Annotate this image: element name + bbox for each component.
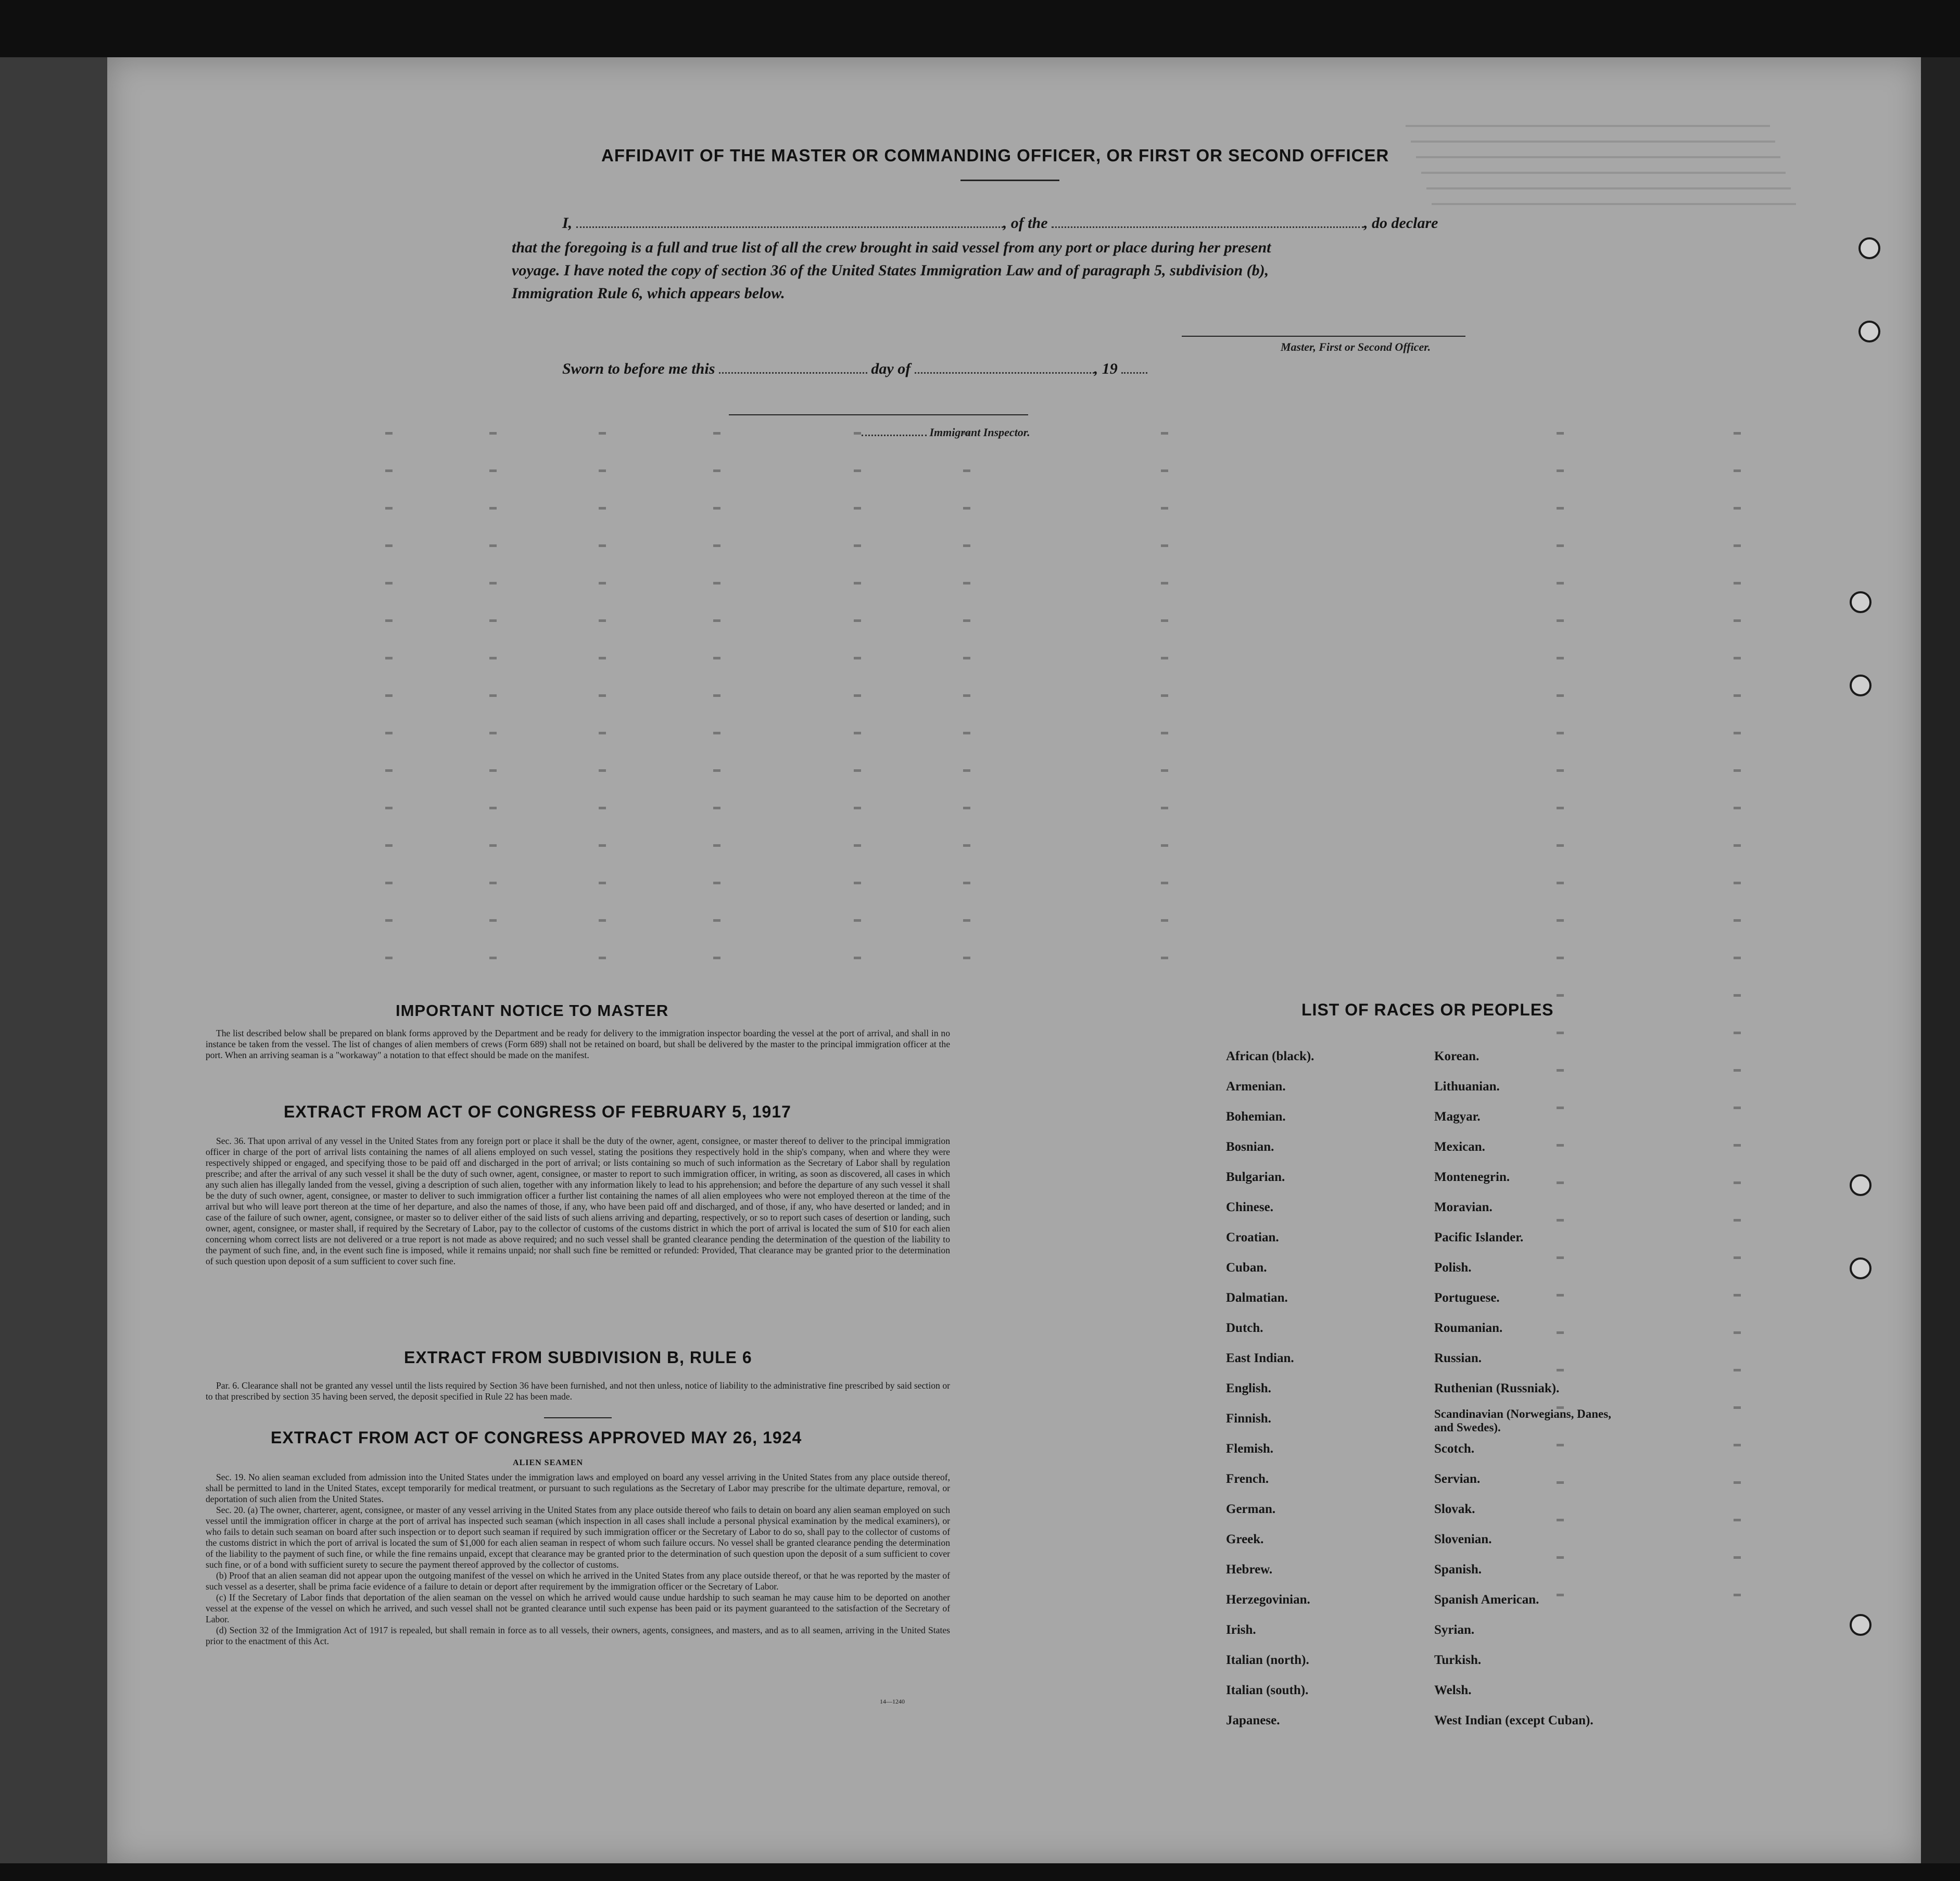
bleed-through-mark [1734,1069,1741,1072]
bleed-through-mark [854,657,861,659]
bleed-through-mark [963,919,970,922]
bleed-through-mark [1557,1594,1564,1596]
bleed-through-mark [1557,882,1564,884]
extract-rule6-body [206,1380,950,1402]
extract-1924-body [206,1472,950,1647]
bleed-through-mark [1734,694,1741,697]
sec-19-paragraph: Sec. 19. No alien seaman excluded from admission into the United States under the immigration laws and employed on board any vessel arriving in the United States from any place outside thereof, shall be permitted to land in the United States, except temporarily for medical treatment, or pursuant to such regulations as the Secretary of Labor may prescribe for the ultimate departure, removal, or deportation of such alien from the United States. [206,1472,950,1504]
bleed-through-mark [854,544,861,547]
bleed-through-mark [713,469,720,472]
signature-label: Master, First or Second Officer. [1281,340,1431,353]
bleed-through-mark [385,882,393,884]
race-item: Portuguese. [1434,1291,1500,1305]
bleed-through-mark [1557,807,1564,809]
race-item: Turkish. [1434,1653,1482,1667]
race-item: Bosnian. [1226,1140,1274,1154]
bleed-through-mark [1734,657,1741,659]
bleed-through-mark [1557,994,1564,997]
bleed-through-mark [1557,507,1564,510]
race-item: Montenegrin. [1434,1170,1510,1184]
bleed-through-mark [599,807,606,809]
bleed-through-mark [385,769,393,772]
bleed-through-mark [1557,1444,1564,1446]
sec-20b-paragraph: (b) Proof that an alien seaman did not appear upon the outgoing manifest of the vessel on which he arrived in the United States from any place outside thereof, or that he was reported by the master of such vessel as a deserter, shall be prima facie evidence of a failure to detain or deport after requirement by the immigration officer or the Secretary of Labor. [206,1570,950,1592]
race-item: Pacific Islander. [1434,1230,1524,1244]
race-item: English. [1226,1381,1271,1395]
sworn-day-field[interactable] [719,362,867,374]
race-item: Italian (north). [1226,1653,1309,1667]
bleed-through-mark [1734,469,1741,472]
bleed-through-mark [599,882,606,884]
sworn-day-of-label: day of [871,360,911,377]
bleed-through-mark [713,957,720,959]
bleed-through-mark [385,957,393,959]
inspector-label: Immigrant Inspector. [929,426,1030,439]
bleed-through-mark [1734,1032,1741,1034]
bleed-through-mark [1734,432,1741,435]
bleed-through-mark [1734,1406,1741,1409]
bleed-through-mark [599,432,606,435]
bleed-through-mark [1161,957,1168,959]
sec-36-paragraph: Sec. 36. That upon arrival of any vessel in the United States from any foreign port or place it shall be the duty of the owner, agent, consignee, or master thereof to deliver to the principal immigration officer in charge of the port of arrival lists containing the names of all aliens employed on such vessel, stating the positions they respectively hold in the ship's company, when and where they were respectively shipped or engaged, and specifying those to be paid off and discharged in the port of arrival; or lists containing so much of such information as the Secretary of Labor shall by regulation prescribe; and after the arrival of any such vessel it shall be the duty of such owner, agent, consignee, or master to report to such immigration officer, in writing, as soon as discovered, all cases in which any such alien has illegally landed from the vessel, giving a description of such alien, together with any information likely to lead to his apprehension; and before the departure of any such vessel it shall be the duty of such owner, agent, consignee, or master to deliver to such immigration officer a further list containing the names of all alien employees who were not employed thereon at the time of the arrival but who will leave port thereon at the time of her departure, and also the names of those, if any, who have been paid off and discharged, and of those, if any, who have deserted or landed; and in case of the failure of such owner, agent, consignee, or master so to deliver either of the said lists of such aliens arriving and departing, respectively, or so to report such cases of desertion or landing, such owner, agent, consignee, or master shall, if required by the Secretary of Labor, pay to the collector of customs of the customs district in which the port of arrival is located the sum of $10 for each alien concerning whom correct lists are not delivered or a true report is not made as above required; and no such vessel shall be granted clearance pending the determination of the question of the liability to the payment of such fine, and, in the event such fine is imposed, while it remains unpaid; nor shall such fine be remitted or refunded: Provided, That clearance may be granted prior to the determination of such question upon deposit of a sum sufficient to cover such fine. [206,1136,950,1266]
bleed-through-mark [1557,469,1564,472]
binder-hole-7 [1850,1614,1872,1636]
inspector-line [862,426,1030,439]
binder-hole-2 [1858,321,1880,342]
declarant-i-label: I, [562,214,573,232]
bleed-through-mark [1557,1181,1564,1184]
bleed-through-mark [854,694,861,697]
bleed-through-mark [1161,432,1168,435]
race-item: German. [1226,1502,1276,1516]
race-item: Russian. [1434,1351,1482,1365]
race-item: Spanish American. [1434,1593,1539,1607]
bleed-through-mark [963,807,970,809]
race-item: Bohemian. [1226,1110,1286,1124]
binder-hole-1 [1858,237,1880,259]
bleed-through-mark [854,844,861,847]
declaration-line-3: voyage. I have noted the copy of section 36 of the United States Immigration Law and of paragraph 5, subdivision (b), [512,262,1269,279]
bleed-through-mark [963,582,970,584]
declaration-line-1 [562,214,1438,232]
bleed-through-mark [854,582,861,584]
notice-title: IMPORTANT NOTICE TO MASTER [396,1001,669,1020]
bleed-through-mark [1557,1331,1564,1334]
bleed-through-mark [854,469,861,472]
sec-20d-paragraph: (d) Section 32 of the Immigration Act of 1917 is repealed, but shall remain in force as to all vessels, their owners, agents, consignees, and masters, and as to all seamen, arriving in the United States prior to the enactment of this Act. [206,1625,950,1646]
bleed-through-mark [1734,619,1741,622]
race-item: Finnish. [1226,1412,1271,1426]
sworn-month-field[interactable] [915,362,1094,374]
declaration-line-2: that the foregoing is a full and true list of all the crew brought in said vessel from any port or place during her present [512,239,1271,256]
bleed-through-mark [385,432,393,435]
bleed-through-mark [963,882,970,884]
affidavit-title-rule [960,180,1059,181]
race-item: Moravian. [1434,1200,1493,1214]
race-item: Spanish. [1434,1562,1482,1577]
race-item: Chinese. [1226,1200,1273,1214]
bleed-through-mark [1734,1369,1741,1371]
bleed-through-mark [489,957,497,959]
bleed-through-line [1411,141,1775,143]
extract-rule6-title: EXTRACT FROM SUBDIVISION B, RULE 6 [404,1348,752,1367]
bleed-through-mark [599,469,606,472]
bleed-through-mark [385,657,393,659]
bleed-through-mark [1161,919,1168,922]
bleed-through-mark [963,769,970,772]
bleed-through-mark [1557,432,1564,435]
race-item: Slovenian. [1434,1532,1492,1546]
bleed-through-mark [1557,1107,1564,1109]
race-item: Mexican. [1434,1140,1485,1154]
bleed-through-mark [1161,732,1168,734]
bleed-through-mark [489,807,497,809]
bleed-through-mark [385,507,393,510]
bleed-through-mark [1557,1219,1564,1222]
bleed-through-mark [1557,732,1564,734]
bleed-through-mark [1557,619,1564,622]
bleed-through-mark [1161,769,1168,772]
extract-1924-title: EXTRACT FROM ACT OF CONGRESS APPROVED MAY 26, 1924 [271,1428,802,1447]
bleed-through-mark [713,657,720,659]
bleed-through-mark [599,844,606,847]
bleed-through-mark [1734,769,1741,772]
bleed-through-mark [1557,582,1564,584]
extract-1917-title: EXTRACT FROM ACT OF CONGRESS OF FEBRUARY 5, 1917 [284,1102,791,1121]
races-title: LIST OF RACES OR PEOPLES [1301,1000,1554,1019]
bleed-through-mark [713,844,720,847]
bleed-through-mark [1734,957,1741,959]
bleed-through-mark [599,544,606,547]
race-item: Slovak. [1434,1502,1475,1516]
race-item: Croatian. [1226,1230,1279,1244]
right-page-edge [1921,57,1960,1863]
bleed-through-mark [489,507,497,510]
bleed-through-mark [599,657,606,659]
bleed-through-mark [1734,1331,1741,1334]
bleed-through-line [1432,203,1796,205]
race-item: Servian. [1434,1472,1481,1486]
bleed-through-mark [1161,544,1168,547]
bleed-through-mark [1734,1594,1741,1596]
bleed-through-mark [1734,582,1741,584]
race-item: Irish. [1226,1623,1256,1637]
race-item: Ruthenian (Russniak). [1434,1381,1560,1395]
bleed-through-mark [1557,1032,1564,1034]
race-item: Japanese. [1226,1713,1280,1727]
notice-paragraph: The list described below shall be prepared on blank forms approved by the Department and be ready for delivery to the immigration inspector boarding the vessel at the port of arrival, and shall in no instance be taken from the vessel. The list of changes of alien members of crews (Form 689) shall not be retained on board, but shall be delivered by the master to the principal immigration officer at the port. When an arriving seaman is a "workaway" a notation to that effect should be made on the manifest. [206,1028,950,1060]
sec-20a-paragraph: Sec. 20. (a) The owner, charterer, agent, consignee, or master of any vessel arriving in the United States from any place outside thereof who fails to detain on board any alien seaman employed on such vessel until the immigration officer in charge at the port of arrival has inspected such seaman (which inspection in all cases shall include a personal physical examination by the medical examiners), or who fails to detain such seaman on board after such inspection or to deport such seaman if required by such immigration officer or the Secretary of Labor to do so, shall pay to the collector of customs of the customs district in which the port of arrival is located the sum of $1,000 for each alien seaman in respect of whom such failure occurs. No vessel shall be granted clearance pending the determination of the liability to the payment of such fine, or while the fine remains unpaid, except that clearance may be granted prior to the determination of such question upon the deposit of a sum sufficient to cover such fine, or of a bond with sufficient surety to secure the payment thereof approved by the collector of customs. [206,1505,950,1570]
bleed-through-mark [713,919,720,922]
race-item: Syrian. [1434,1623,1475,1637]
bleed-through-mark [854,807,861,809]
race-item: West Indian (except Cuban). [1434,1713,1594,1727]
notice-body [206,1028,950,1061]
race-item: East Indian. [1226,1351,1294,1365]
bleed-through-mark [854,619,861,622]
bleed-through-mark [1557,1294,1564,1297]
left-page-edge [0,57,107,1863]
binder-hole-4 [1850,675,1872,696]
bleed-through-mark [1734,1107,1741,1109]
binder-hole-3 [1850,591,1872,613]
extract-rule6-rule [544,1417,612,1418]
race-item: Dutch. [1226,1321,1263,1335]
bleed-through-mark [963,844,970,847]
bleed-through-mark [963,732,970,734]
bleed-through-mark [1557,957,1564,959]
bleed-through-mark [1161,844,1168,847]
bleed-through-mark [489,657,497,659]
bleed-through-mark [1734,1481,1741,1484]
alien-seamen-subtitle: ALIEN SEAMEN [513,1458,584,1467]
bleed-through-mark [489,732,497,734]
bleed-through-line [1421,172,1786,174]
race-item: Bulgarian. [1226,1170,1285,1184]
bleed-through-mark [713,732,720,734]
bleed-through-mark [1734,919,1741,922]
bleed-through-mark [713,544,720,547]
bleed-through-mark [489,882,497,884]
race-item: Greek. [1226,1532,1264,1546]
bleed-through-mark [599,694,606,697]
bleed-through-mark [1734,544,1741,547]
bleed-through-mark [1161,882,1168,884]
race-item: Italian (south). [1226,1683,1309,1697]
bleed-through-mark [1557,1069,1564,1072]
race-item: Scotch. [1434,1442,1475,1456]
bleed-through-mark [963,957,970,959]
bleed-through-mark [1734,882,1741,884]
bleed-through-mark [963,507,970,510]
bleed-through-mark [713,807,720,809]
par-6-paragraph: Par. 6. Clearance shall not be granted any vessel until the lists required by Section 36 have been furnished, and not then unless, notice of liability to the administrative fine prescribed by said section or to that prescribed by section 35 having been served, the deposit specified in Rule 22 has been made. [206,1380,950,1402]
bleed-through-mark [854,432,861,435]
bleed-through-mark [713,769,720,772]
bleed-through-mark [489,919,497,922]
bleed-through-mark [713,582,720,584]
bleed-through-mark [854,507,861,510]
bleed-through-mark [854,919,861,922]
bleed-through-mark [599,919,606,922]
race-item: Hebrew. [1226,1562,1273,1577]
bleed-through-mark [963,694,970,697]
race-item: Cuban. [1226,1261,1267,1275]
sworn-year-field[interactable] [1121,362,1147,374]
bleed-through-mark [713,507,720,510]
bleed-through-mark [963,469,970,472]
sworn-prefix: Sworn to before me this [562,360,715,377]
vessel-name-field[interactable] [1052,216,1364,228]
race-item: Korean. [1434,1049,1480,1063]
bleed-through-mark [1161,582,1168,584]
bleed-through-mark [963,657,970,659]
binder-hole-6 [1850,1257,1872,1279]
extract-1917-body [206,1136,950,1267]
bleed-through-mark [489,844,497,847]
bleed-through-mark [599,769,606,772]
bleed-through-mark [1734,1294,1741,1297]
do-declare-label: , do declare [1364,214,1438,232]
bleed-through-mark [385,844,393,847]
affidavit-title: AFFIDAVIT OF THE MASTER OR COMMANDING OFFICER, OR FIRST OR SECOND OFFICER [601,146,1389,165]
bleed-through-line [1406,125,1770,127]
declaration-line-4: Immigration Rule 6, which appears below. [512,285,785,302]
bleed-through-mark [385,544,393,547]
bleed-through-mark [489,432,497,435]
bleed-through-mark [1734,844,1741,847]
bleed-through-mark [854,732,861,734]
bleed-through-mark [489,582,497,584]
bleed-through-mark [385,807,393,809]
bleed-through-mark [599,732,606,734]
bleed-through-mark [1734,994,1741,997]
bleed-through-mark [963,544,970,547]
bleed-through-mark [1557,1481,1564,1484]
race-item: Scandinavian (Norwegians, Danes, and Swedes). [1434,1407,1611,1434]
bleed-through-mark [599,619,606,622]
race-item: Roumanian. [1434,1321,1503,1335]
bleed-through-mark [1734,807,1741,809]
bleed-through-mark [599,582,606,584]
bleed-through-mark [385,919,393,922]
bleed-through-mark [1557,1144,1564,1147]
sec-20c-paragraph: (c) If the Secretary of Labor finds that deportation of the alien seaman on the vessel on which he arrived would cause undue hardship to such seaman he may cause him to be deported on another vessel at the expense of the vessel on which he arrived, and such vessel shall not be granted clearance until such expense has been paid or its payment guaranteed to the satisfaction of the Secretary of Labor. [206,1592,950,1624]
bleed-through-mark [713,882,720,884]
bleed-through-mark [1161,507,1168,510]
bleed-through-mark [489,619,497,622]
bleed-through-mark [1557,1519,1564,1521]
bleed-through-mark [1557,1556,1564,1559]
declarant-name-field[interactable] [576,216,1003,228]
race-item: Flemish. [1226,1442,1273,1456]
bleed-through-mark [1734,1144,1741,1147]
bleed-through-mark [713,694,720,697]
race-item: Welsh. [1434,1683,1472,1697]
bleed-through-mark [385,469,393,472]
bleed-through-mark [489,769,497,772]
bleed-through-mark [854,882,861,884]
race-item: French. [1226,1472,1269,1486]
bleed-through-mark [1734,1181,1741,1184]
bleed-through-mark [1734,1256,1741,1259]
bleed-through-mark [1557,657,1564,659]
bleed-through-mark [1734,507,1741,510]
inspector-signature-line[interactable] [729,414,1028,415]
bleed-through-mark [963,619,970,622]
race-item: African (black). [1226,1049,1314,1063]
race-item: Magyar. [1434,1110,1481,1124]
bleed-through-mark [1161,807,1168,809]
bleed-through-mark [385,694,393,697]
bleed-through-mark [1557,919,1564,922]
bleed-through-mark [1734,1219,1741,1222]
of-the-label: , of the [1003,214,1048,232]
bleed-through-mark [1557,1256,1564,1259]
bleed-through-mark [713,432,720,435]
sworn-year-label: , 19 [1094,360,1118,377]
inspector-name-field[interactable] [862,427,927,436]
bleed-through-mark [1161,619,1168,622]
bleed-through-mark [1557,769,1564,772]
race-item: Dalmatian. [1226,1291,1288,1305]
bleed-through-mark [1161,694,1168,697]
bleed-through-mark [1734,1519,1741,1521]
bleed-through-mark [1557,844,1564,847]
bleed-through-mark [1557,694,1564,697]
bleed-through-mark [385,732,393,734]
bleed-through-mark [854,957,861,959]
bleed-through-mark [1161,657,1168,659]
race-item: Armenian. [1226,1079,1286,1094]
bleed-through-mark [489,694,497,697]
race-item: Lithuanian. [1434,1079,1500,1094]
sworn-line [562,360,1147,378]
bleed-through-mark [489,544,497,547]
bleed-through-line [1416,156,1780,158]
bleed-through-mark [854,769,861,772]
race-item: Herzegovinian. [1226,1593,1310,1607]
bleed-through-mark [1557,544,1564,547]
race-item: Polish. [1434,1261,1472,1275]
binder-hole-5 [1850,1174,1872,1196]
bleed-through-mark [599,957,606,959]
bleed-through-line [1426,187,1791,189]
bleed-through-mark [1734,1556,1741,1559]
bleed-through-mark [713,619,720,622]
form-number: 14—1240 [880,1698,905,1705]
bleed-through-mark [1557,1369,1564,1371]
bleed-through-mark [385,619,393,622]
bleed-through-mark [385,582,393,584]
bleed-through-mark [1161,469,1168,472]
bleed-through-mark [1734,732,1741,734]
bleed-through-mark [489,469,497,472]
bleed-through-mark [599,507,606,510]
signature-line[interactable] [1182,336,1465,337]
bleed-through-mark [1734,1444,1741,1446]
